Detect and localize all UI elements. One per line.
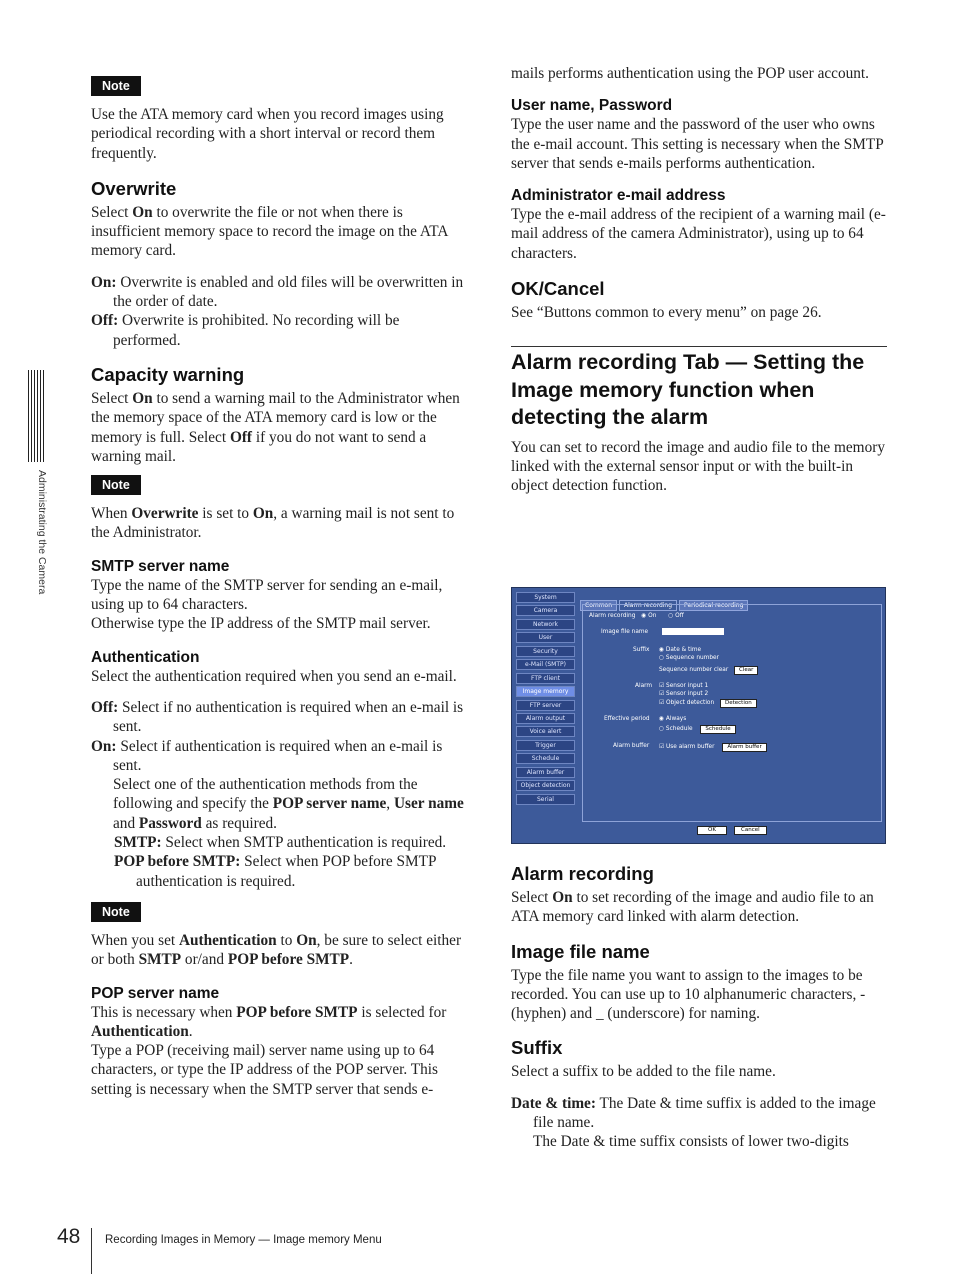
section-paragraph: You can set to record the image and audio file to the memory linked with the external sensor input or with the built-in object detection function.: [511, 438, 885, 495]
image-file-name-input[interactable]: [662, 628, 724, 635]
side-tab-label: Administrating the Camera: [36, 470, 48, 595]
sequence-number-label: Sequence number: [665, 655, 719, 661]
image-file-name-label: Image file name: [601, 629, 649, 635]
menu-item[interactable]: Network: [516, 619, 575, 630]
auth-on-item: On: Select if authentication is required when an e-mail is sent.: [91, 737, 443, 774]
detection-button[interactable]: Detection: [720, 699, 757, 708]
pop-heading: POP server name: [91, 984, 220, 1002]
menu-item[interactable]: Object detection: [516, 780, 575, 791]
menu-item[interactable]: User: [516, 632, 575, 643]
radio-off-icon[interactable]: ○: [668, 613, 674, 619]
alarm-label: Alarm: [635, 683, 653, 689]
pop-paragraph-2: Type a POP (receiving mail) server name using up to 64 characters, or type the IP address of the POP server. This setting is necessary when the SMTP server that sends e-: [91, 1042, 438, 1098]
menu-item[interactable]: Alarm buffer: [516, 767, 575, 778]
menu-item[interactable]: Schedule: [516, 753, 575, 764]
note-label: Note: [91, 902, 141, 922]
footer-text: Recording Images in Memory — Image memory Menu: [105, 1234, 382, 1246]
ok-cancel-heading: OK/Cancel: [511, 278, 605, 300]
suffix-label: Suffix: [633, 647, 650, 653]
checkbox-icon[interactable]: ☑: [659, 744, 665, 750]
use-alarm-buffer-label: Use alarm buffer: [666, 744, 715, 750]
authentication-heading: Authentication: [91, 648, 200, 666]
effective-period-label: Effective period: [604, 716, 650, 722]
menu-item[interactable]: Voice alert: [516, 726, 575, 737]
menu-item[interactable]: Trigger: [516, 740, 575, 751]
smtp-method-item: SMTP: Select when SMTP authentication is required.: [114, 834, 447, 852]
menu-item[interactable]: FTP server: [516, 700, 575, 711]
smtp-paragraph-2: Otherwise type the IP address of the SMTP mail server.: [91, 615, 431, 633]
auth-select-text: Select one of the authentication methods from the following and specify the POP server name, User name and Password as required.: [113, 776, 464, 832]
tab-periodical-recording[interactable]: Periodical recording: [679, 600, 748, 611]
object-detection-label: Object detection: [666, 700, 715, 706]
always-label: Always: [665, 716, 687, 722]
note-text: When you set Authentication to On, be sure to select either or both SMTP or/and POP before SMTP.: [91, 931, 462, 969]
off-label: Off: [675, 613, 684, 619]
capacity-paragraph: Select On to send a warning mail to the Administrator when the memory space of the ATA memory card is low or the memory is full. Select Off if you do not want to send a warning mail.: [91, 389, 460, 465]
note-text: When Overwrite is set to On, a warning mail is not sent to the Administrator.: [91, 505, 455, 542]
date-time-item: Date & time: The Date & time suffix is added to the image file name.: [511, 1094, 876, 1132]
settings-screenshot: [511, 587, 886, 844]
suffix-heading: Suffix: [511, 1037, 563, 1059]
menu-item[interactable]: Serial: [516, 794, 575, 805]
pop-paragraph: This is necessary when POP before SMTP is selected for Authentication.: [91, 1003, 447, 1040]
smtp-paragraph: Type the name of the SMTP server for sending an e-mail, using up to 64 characters.: [91, 576, 443, 614]
image-file-name-paragraph: Type the file name you want to assign to the images to be recorded. You can use up to 10 alphanumeric characters, - (hyphen) and _ (underscore) for naming.: [511, 966, 866, 1023]
side-menu: [516, 592, 575, 807]
side-tab-marker: [28, 370, 46, 462]
page-number: 48: [57, 1225, 81, 1248]
ok-cancel-paragraph: See “Buttons common to every menu” on page 26.: [511, 304, 822, 322]
smtp-heading: SMTP server name: [91, 557, 230, 575]
admin-heading: Administrator e-mail address: [511, 187, 726, 205]
cancel-button[interactable]: Cancel: [734, 826, 767, 835]
overwrite-paragraph: Select On to overwrite the file or not when there is insufficient memory space to record the image on the ATA memory card.: [91, 203, 448, 260]
tab-alarm-recording[interactable]: Alarm recording: [619, 600, 677, 611]
alarm-buffer-button[interactable]: Alarm buffer: [722, 743, 766, 752]
suffix-paragraph: Select a suffix to be added to the file name.: [511, 1063, 776, 1081]
schedule-button[interactable]: Schedule: [700, 725, 735, 734]
admin-paragraph: Type the e-mail address of the recipient of a warning mail (e-mail address of the camera Administrator), using up to 64 characters.: [511, 206, 886, 262]
date-time-detail: The Date & time suffix consists of lower two-digits: [533, 1133, 849, 1151]
image-file-name-heading: Image file name: [511, 940, 650, 962]
note-label: Note: [91, 475, 141, 495]
tab-common[interactable]: Common: [580, 600, 617, 611]
sensor2-label: Sensor input 2: [666, 691, 709, 697]
note-text: Use the ATA memory card when you record images using periodical recording with a short interval or record them frequently.: [91, 106, 444, 162]
overwrite-off-item: Off: Overwrite is prohibited. No recording will be performed.: [91, 312, 400, 349]
footer-divider: [91, 1228, 92, 1274]
note-label: Note: [91, 76, 141, 96]
radio-icon[interactable]: ○: [659, 726, 665, 732]
right-column-lower: [511, 863, 887, 1152]
radio-icon[interactable]: ◉: [659, 647, 665, 653]
clear-button[interactable]: Clear: [734, 666, 758, 675]
menu-item[interactable]: Security: [516, 646, 575, 657]
authentication-paragraph: Select the authentication required when you send an e-mail.: [91, 667, 457, 685]
alarm-recording-paragraph: Select On to set recording of the image and audio file to an ATA memory card linked with alarm detection.: [511, 889, 874, 926]
auth-off-item: Off: Select if no authentication is required when an e-mail is sent.: [91, 698, 464, 736]
schedule-label: Schedule: [665, 726, 693, 732]
right-column: [511, 64, 887, 496]
user-heading: User name, Password: [511, 97, 673, 115]
ok-button[interactable]: OK: [697, 826, 727, 835]
continued-text: mails performs authentication using the POP user account.: [511, 65, 869, 82]
date-time-label: Date & time: [665, 647, 702, 653]
menu-item[interactable]: System: [516, 592, 575, 603]
alarm-buffer-label: Alarm buffer: [613, 743, 650, 749]
menu-item[interactable]: Camera: [516, 605, 575, 616]
settings-panel: [582, 604, 882, 822]
radio-icon[interactable]: ○: [659, 655, 665, 661]
checkbox-icon[interactable]: ☑: [659, 700, 665, 706]
menu-item-selected[interactable]: Image memory: [516, 686, 575, 697]
menu-item[interactable]: e-Mail (SMTP): [516, 659, 575, 670]
radio-on-icon[interactable]: ◉: [641, 613, 647, 619]
alarm-recording-label: Alarm recording: [589, 613, 636, 619]
sensor1-label: Sensor input 1: [666, 683, 709, 689]
capacity-heading: Capacity warning: [91, 363, 245, 385]
alarm-recording-heading: Alarm recording: [511, 863, 654, 884]
left-column: [91, 76, 467, 1099]
checkbox-icon[interactable]: ☑: [659, 691, 665, 697]
user-paragraph: Type the user name and the password of the user who owns the e-mail account. This setting is necessary when the SMTP server that sends e-mails performs authentication.: [511, 116, 884, 172]
checkbox-icon[interactable]: ☑: [659, 683, 665, 689]
radio-icon[interactable]: ◉: [659, 716, 665, 722]
overwrite-on-item: On: Overwrite is enabled and old files will be overwritten in the order of date.: [91, 273, 464, 311]
section-title: Alarm recording Tab — Setting the Image memory function when detecting the alarm: [511, 346, 887, 432]
overwrite-heading: Overwrite: [91, 177, 177, 199]
sequence-clear-label: Sequence number clear: [659, 667, 729, 673]
on-label: On: [648, 613, 657, 619]
pop-before-smtp-item: POP before SMTP: Select when POP before SMTP authentication is required.: [114, 853, 436, 890]
menu-item[interactable]: FTP client: [516, 673, 575, 684]
menu-item[interactable]: Alarm output: [516, 713, 575, 724]
